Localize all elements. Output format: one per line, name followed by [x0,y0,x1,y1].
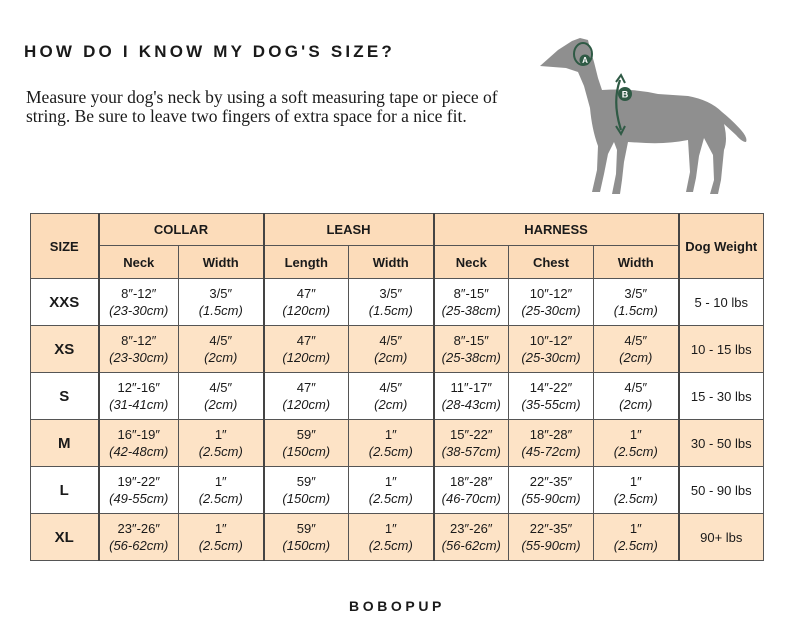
imperial-value: 22″-35″ [529,521,573,536]
marker-a-label: A [582,56,588,65]
harness-chest-cell [509,279,594,326]
size-cell: XXS [31,279,99,326]
harness-width-header: Width [594,246,679,279]
leash-length-cell [264,279,349,326]
imperial-value: 14″-22″ [529,380,573,395]
collar-neck-cell [99,467,179,514]
imperial-value: 16″-19″ [117,427,160,442]
imperial-value: 1″ [384,427,397,442]
harness-width-cell [594,467,679,514]
harness-header: HARNESS [434,214,679,246]
metric-value: (120cm) [282,350,331,365]
leash-header: LEASH [264,214,434,246]
table-row [31,420,764,467]
imperial-value: 18″-28″ [529,427,573,442]
imperial-value: 1″ [629,427,642,442]
imperial-value: 12″-16″ [117,380,160,395]
dog-weight-cell: 10 - 15 lbs [679,326,764,373]
imperial-value: 1″ [214,474,227,489]
leash-length-cell [264,467,349,514]
size-cell: M [31,420,99,467]
imperial-value: 11″-17″ [450,380,493,395]
harness-chest-cell [509,514,594,561]
metric-value: (150cm) [282,491,331,506]
imperial-value: 59″ [296,521,316,536]
metric-value: (45-72cm) [521,444,581,459]
imperial-value: 4/5″ [209,380,233,395]
imperial-value: 8″-12″ [121,333,157,348]
imperial-value: 4/5″ [624,333,648,348]
metric-value: (2cm) [374,397,408,412]
leash-width-cell [349,420,434,467]
size-cell: S [31,373,99,420]
imperial-value: 23″-26″ [450,521,493,536]
dog-weight-cell: 30 - 50 lbs [679,420,764,467]
imperial-value: 4/5″ [379,333,403,348]
page-title: HOW DO I KNOW MY DOG'S SIZE? [24,42,395,61]
metric-value: (2.5cm) [368,538,413,553]
metric-value: (49-55cm) [109,491,169,506]
metric-value: (56-62cm) [441,538,501,553]
metric-value: (25-38cm) [441,303,501,318]
metric-value: (55-90cm) [521,538,581,553]
imperial-value: 3/5″ [209,286,233,301]
harness-chest-cell [509,373,594,420]
table-row [31,514,764,561]
harness-width-cell [594,420,679,467]
size-cell: XL [31,514,99,561]
harness-width-cell [594,279,679,326]
metric-value: (2.5cm) [613,491,658,506]
imperial-value: 59″ [296,474,316,489]
harness-neck-cell [434,467,509,514]
imperial-value: 1″ [384,474,397,489]
leash-width-cell [349,373,434,420]
harness-width-cell [594,514,679,561]
imperial-value: 59″ [296,427,316,442]
imperial-value: 10″-12″ [529,286,573,301]
imperial-value: 8″-15″ [453,333,489,348]
size-chart-table [30,213,764,561]
leash-length-cell [264,514,349,561]
metric-value: (23-30cm) [109,303,169,318]
metric-value: (2cm) [204,350,238,365]
metric-value: (35-55cm) [521,397,581,412]
dog-weight-header: Dog Weight [679,214,764,279]
leash-length-cell [264,373,349,420]
imperial-value: 47″ [296,380,316,395]
collar-width-cell [179,420,264,467]
imperial-value: 23″-26″ [117,521,160,536]
metric-value: (2cm) [374,350,408,365]
harness-width-cell [594,326,679,373]
collar-neck-cell [99,373,179,420]
metric-value: (2.5cm) [198,491,243,506]
imperial-value: 1″ [214,427,227,442]
metric-value: (120cm) [282,397,331,412]
metric-value: (23-30cm) [109,350,169,365]
leash-length-cell [264,420,349,467]
metric-value: (38-57cm) [441,444,501,459]
harness-chest-cell [509,467,594,514]
imperial-value: 10″-12″ [529,333,573,348]
imperial-value: 19″-22″ [117,474,160,489]
metric-value: (2.5cm) [198,444,243,459]
harness-chest-cell [509,326,594,373]
harness-neck-cell [434,326,509,373]
metric-value: (42-48cm) [109,444,169,459]
dog-weight-cell: 90+ lbs [679,514,764,561]
metric-value: (2cm) [204,397,238,412]
leash-width-cell [349,279,434,326]
measuring-instructions: Measure your dog's neck by using a soft measuring tape or piece of string. Be sure to leave two fingers of extra space for a nice fit. [26,87,498,126]
table-row [31,373,764,420]
imperial-value: 1″ [384,521,397,536]
marker-b-label: B [621,89,629,100]
metric-value: (46-70cm) [441,491,501,506]
imperial-value: 4/5″ [624,380,648,395]
collar-neck-cell [99,326,179,373]
table-row [31,326,764,373]
metric-value: (2.5cm) [613,538,658,553]
metric-value: (1.5cm) [368,303,413,318]
collar-width-cell [179,373,264,420]
collar-width-cell [179,514,264,561]
harness-chest-header: Chest [509,246,594,279]
leash-width-cell [349,326,434,373]
metric-value: (28-43cm) [441,397,501,412]
size-header: SIZE [31,214,99,279]
imperial-value: 3/5″ [379,286,403,301]
brand-logo: BOBOPUP [349,598,445,614]
size-cell: L [31,467,99,514]
metric-value: (120cm) [282,303,331,318]
collar-width-header: Width [179,246,264,279]
imperial-value: 4/5″ [209,333,233,348]
harness-width-cell [594,373,679,420]
imperial-value: 1″ [214,521,227,536]
collar-width-cell [179,326,264,373]
metric-value: (55-90cm) [521,491,581,506]
harness-chest-cell [509,420,594,467]
imperial-value: 3/5″ [624,286,648,301]
metric-value: (150cm) [282,444,331,459]
harness-neck-header: Neck [434,246,509,279]
metric-value: (56-62cm) [109,538,169,553]
size-cell: XS [31,326,99,373]
table-row [31,467,764,514]
collar-header: COLLAR [99,214,264,246]
dog-weight-cell: 50 - 90 lbs [679,467,764,514]
harness-neck-cell [434,420,509,467]
imperial-value: 4/5″ [379,380,403,395]
dog-weight-cell: 15 - 30 lbs [679,373,764,420]
imperial-value: 1″ [629,474,642,489]
collar-width-cell [179,279,264,326]
dog-silhouette-icon [528,30,754,200]
metric-value: (2.5cm) [368,444,413,459]
imperial-value: 47″ [296,333,316,348]
imperial-value: 15″-22″ [450,427,493,442]
leash-width-cell [349,467,434,514]
collar-neck-cell [99,279,179,326]
leash-length-header: Length [264,246,349,279]
metric-value: (31-41cm) [109,397,169,412]
dog-weight-cell: 5 - 10 lbs [679,279,764,326]
leash-width-header: Width [349,246,434,279]
imperial-value: 8″-12″ [121,286,157,301]
metric-value: (2.5cm) [613,444,658,459]
metric-value: (2.5cm) [198,538,243,553]
metric-value: (1.5cm) [613,303,658,318]
harness-neck-cell [434,373,509,420]
harness-neck-cell [434,514,509,561]
imperial-value: 1″ [629,521,642,536]
collar-neck-header: Neck [99,246,179,279]
metric-value: (2cm) [619,350,653,365]
metric-value: (2cm) [619,397,653,412]
metric-value: (150cm) [282,538,331,553]
imperial-value: 8″-15″ [453,286,489,301]
metric-value: (25-38cm) [441,350,501,365]
imperial-value: 18″-28″ [450,474,493,489]
collar-neck-cell [99,514,179,561]
leash-length-cell [264,326,349,373]
imperial-value: 47″ [296,286,316,301]
leash-width-cell [349,514,434,561]
metric-value: (25-30cm) [521,303,581,318]
imperial-value: 22″-35″ [529,474,573,489]
collar-width-cell [179,467,264,514]
collar-neck-cell [99,420,179,467]
metric-value: (1.5cm) [198,303,243,318]
table-row [31,279,764,326]
metric-value: (25-30cm) [521,350,581,365]
harness-neck-cell [434,279,509,326]
metric-value: (2.5cm) [368,491,413,506]
